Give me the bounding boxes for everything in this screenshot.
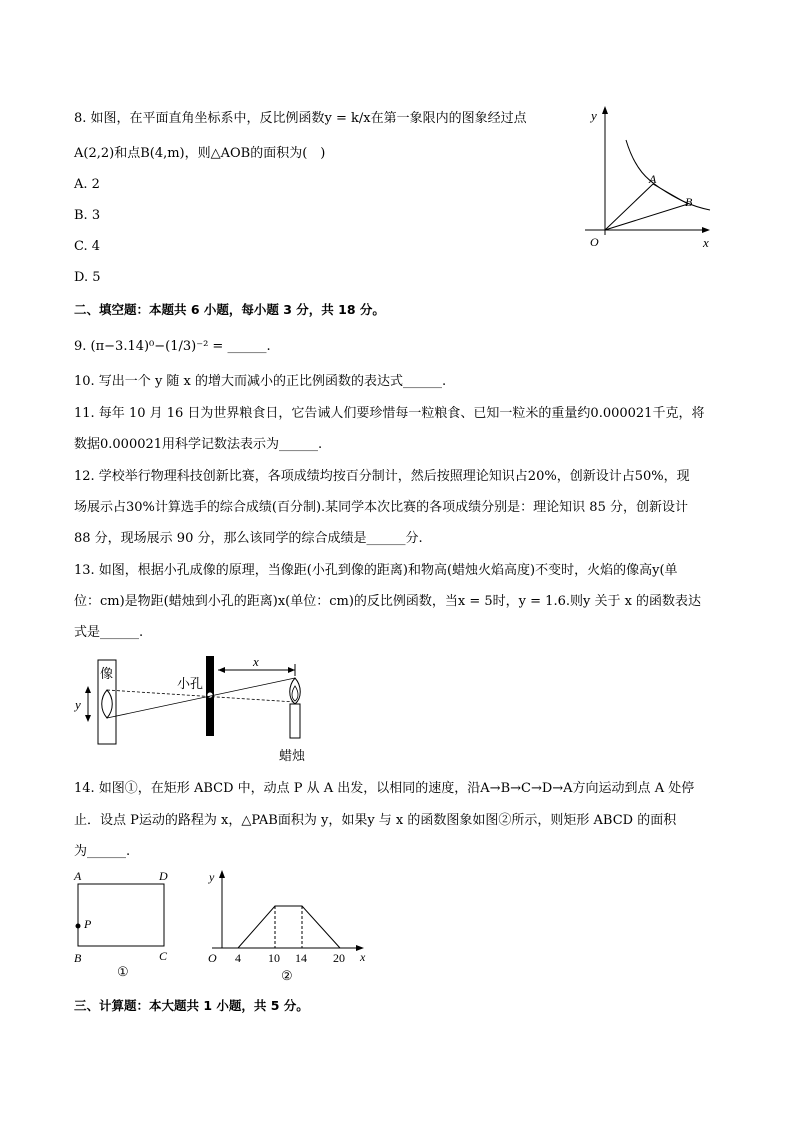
q14-line2: 止．设点 P运动的路程为 x，△PAB面积为 y，如果y 与 x 的函数图象如图②所示，则矩形 ABCD 的面积 <box>74 813 677 828</box>
q11-line1: 11. 每年 10 月 16 日为世界粮食日，它告诫人们要珍惜每一粒粮食、已知一粒米的重量约0.000021千克，将 <box>74 406 705 421</box>
q10: 10. 写出一个 y 随 x 的增大而减小的正比例函数的表达式______. <box>74 374 447 389</box>
q14-fig2-tick-14: 14 <box>295 951 307 965</box>
q12-line2: 场展示占30%计算选手的综合成绩(百分制).某同学本次比赛的各项成绩分别是：理论知识 85 分，创新设计 <box>74 500 688 515</box>
q8-graph-origin: O <box>590 235 599 249</box>
q8-graph-y-label: y <box>591 108 597 123</box>
q14-fig2-y-label: y <box>209 870 215 884</box>
q14-fig1-a: A <box>74 869 82 883</box>
q9: 9. (π−3.14)⁰−(1/3)⁻² = ______. <box>74 339 271 354</box>
q14-fig2-x-label: x <box>360 950 366 964</box>
q8-graph-point-b: B <box>685 195 693 209</box>
q14-function-graph <box>200 864 375 984</box>
q14-fig2-caption: ② <box>281 968 293 983</box>
q11-line2: 数据0.000021用科学记数法表示为______. <box>74 437 323 452</box>
q12-line1: 12. 学校举行物理科技创新比赛，各项成绩均按百分制计，然后按照理论知识占20%，创新设计占50%，现 <box>74 469 690 484</box>
q8-option-a: A. 2 <box>74 177 100 192</box>
q8-graph <box>560 100 730 260</box>
q13-line2: 位：cm)是物距(蜡烛到小孔的距离)x(单位：cm)的反比例函数，当x = 5时，y = 1.6.则y 关于 x 的函数表达 <box>74 594 702 609</box>
q14-fig1-p: P <box>84 917 92 931</box>
q8-option-b: B. 3 <box>74 208 101 223</box>
q14-fig2-tick-4: 4 <box>235 951 241 965</box>
q8-line1: 8. 如图，在平面直角坐标系中，反比例函数y = k/x在第一象限内的图象经过点 <box>74 111 527 126</box>
q8-option-c: C. 4 <box>74 239 101 254</box>
q13-pinhole-figure <box>70 652 320 770</box>
q13-y-label: y <box>75 697 81 712</box>
q14-fig1-d: D <box>159 869 168 883</box>
q14-fig2-tick-10: 10 <box>268 951 280 965</box>
q13-line3: 式是______. <box>74 625 144 640</box>
q14-line1: 14. 如图①，在矩形 ABCD 中，动点 P 从 A 出发，以相同的速度，沿A→B→C→D→A方向运动到点 A 处停 <box>74 781 695 796</box>
q8-graph-point-a: A <box>649 172 657 186</box>
q13-line1: 13. 如图，根据小孔成像的原理，当像距(小孔到像的距离)和物高(蜡烛火焰高度)不变时，火焰的像高y(单 <box>74 563 678 578</box>
q13-image-label: 像 <box>100 666 114 681</box>
q12-line3: 88 分，现场展示 90 分，那么该同学的综合成绩是______分. <box>74 531 423 546</box>
q14-fig2-tick-20: 20 <box>333 951 345 965</box>
q14-rectangle-figure <box>68 866 188 984</box>
q13-hole-label: 小孔 <box>177 676 204 691</box>
q14-fig2-origin: O <box>208 951 217 965</box>
q14-fig1-c: C <box>159 949 168 963</box>
q8-option-d: D. 5 <box>74 270 101 285</box>
q13-candle-label: 蜡烛 <box>279 748 306 763</box>
q8-graph-x-label: x <box>703 235 709 250</box>
q14-line3: 为______. <box>74 844 131 859</box>
q14-fig1-b: B <box>74 951 82 965</box>
q8-line2: A(2,2)和点B(4,m)，则△AOB的面积为( ) <box>74 146 326 161</box>
q14-fig1-caption: ① <box>117 964 129 979</box>
section2-title: 二、填空题：本题共 6 小题，每小题 3 分，共 18 分。 <box>74 302 385 317</box>
section3-title: 三、计算题：本大题共 1 小题，共 5 分。 <box>74 998 309 1013</box>
q13-x-label: x <box>253 654 259 669</box>
